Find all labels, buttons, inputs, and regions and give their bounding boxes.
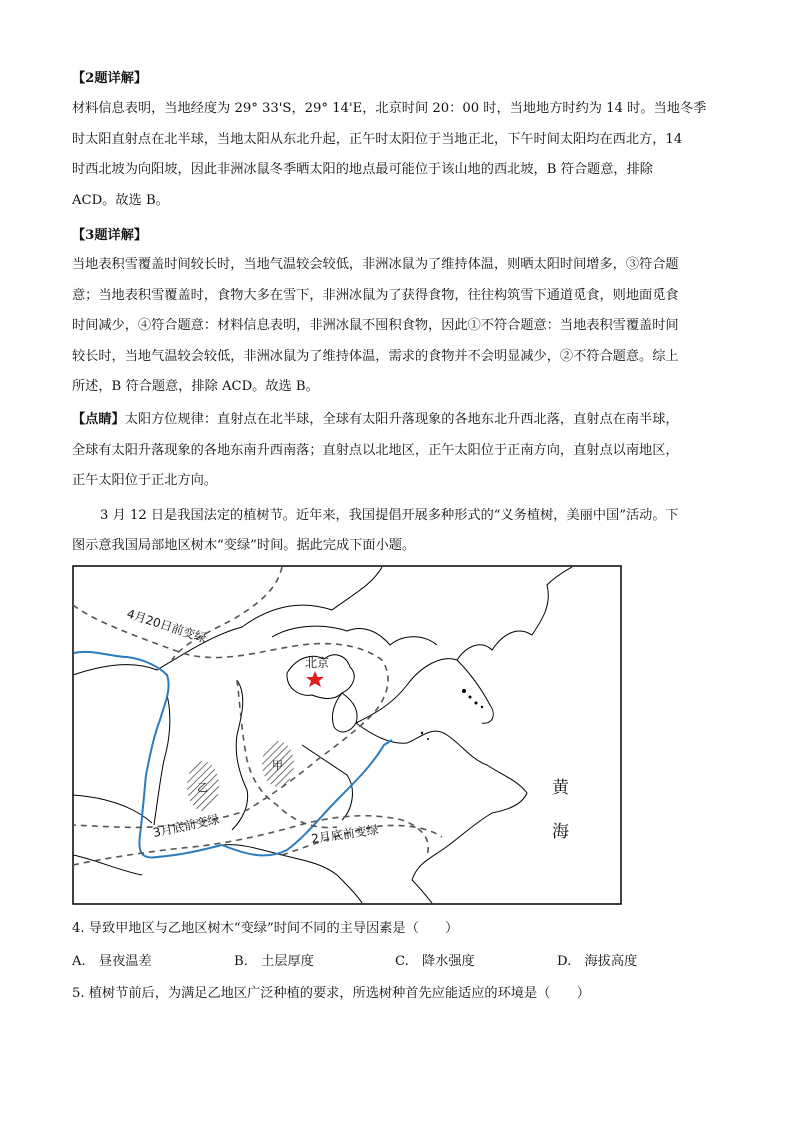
section2-heading: 【2题详解】	[72, 71, 148, 86]
tip-label: 【点睛】	[72, 412, 125, 427]
section3-heading: 【3题详解】	[72, 228, 148, 243]
label-feb: 2月底前变绿	[310, 822, 380, 846]
q4-option-a[interactable]: A. 昼夜温差	[72, 954, 152, 969]
q4-stem-row	[72, 914, 722, 945]
section2-line: 时西北坡为向阳坡，因此非洲冰鼠冬季晒太阳的地点最可能位于该山地的西北坡，B 符合题意，排除	[72, 162, 653, 177]
section2-line: 材料信息表明，当地经度为 29° 33'S，29° 14'E，北京时间 20：00 时，当地地方时约为 14 时。当地冬季	[72, 101, 707, 116]
tip-line: 太阳方位规律：直射点在北半球，全球有太阳升落现象的各地东北升西北落，直射点在南半球，	[124, 412, 679, 427]
label-mar: 3月底前变绿	[151, 812, 221, 840]
label-sea-2: 海	[552, 822, 569, 842]
section2-body	[72, 94, 722, 216]
greening-time-map	[72, 565, 622, 905]
label-beijing: 北京	[305, 656, 330, 670]
tip-line: 正午太阳位于正北方向。	[72, 473, 218, 488]
q4-stem: 4. 导致甲地区与乙地区树木“变绿”时间不同的主导因素是（ ）	[72, 921, 459, 936]
section2-line: ACD。故选 B。	[72, 192, 169, 208]
q4-option-b[interactable]: B. 土层厚度	[234, 954, 314, 969]
section3-line: 所述，B 符合题意，排除 ACD。故选 B。	[72, 379, 319, 394]
label-jia: 甲	[272, 759, 283, 772]
section3-line: 时间减少，④符合题意：材料信息表明，非洲冰鼠不囤积食物，因此①不符合题意：当地表积雪覆盖时间	[72, 318, 679, 333]
q5-stem-row	[72, 979, 722, 1010]
section3-body	[72, 250, 722, 403]
section2-line: 时太阳直射点在北半球，当地太阳从东北升起，正午时太阳位于当地正北，下午时间太阳均在西北方，14	[72, 131, 683, 147]
intro-body-2	[72, 531, 722, 562]
label-sea-1: 黄	[552, 778, 569, 798]
intro-line: 图示意我国局部地区树木“变绿”时间。据此完成下面小题。	[72, 538, 416, 553]
label-yi: 乙	[197, 781, 208, 794]
tip-body	[72, 405, 722, 497]
q4-option-c[interactable]: C. 降水强度	[395, 954, 475, 969]
section3-line: 当地表积雪覆盖时间较长时，当地气温较会较低，非洲冰鼠为了维持体温，则晒太阳时间增多，③符合题	[72, 257, 679, 272]
section3-line: 意；当地表积雪覆盖时，食物大多在雪下，非洲冰鼠为了获得食物，往往构筑雪下通道觅食，则地面觅食	[72, 287, 679, 303]
q5-stem: 5. 植树节前后，为满足乙地区广泛种植的要求，所选树种首先应能适应的环境是（ ）	[72, 986, 590, 1001]
q4-option-d[interactable]: D. 海拔高度	[557, 954, 638, 969]
intro-line: 3 月 12 日是我国法定的植树节。近年来，我国提倡开展多种形式的“义务植树，美丽中国”活动。下	[100, 508, 679, 523]
tip-line: 全球有太阳升落现象的各地东南升西南落；直射点以北地区，正午太阳位于正南方向，直射点以南地区，	[72, 442, 679, 458]
label-apr20: 4月20日前变绿	[125, 606, 209, 646]
intro-body	[100, 501, 730, 532]
section3-line: 较长时，当地气温较会较低，非洲冰鼠为了维持体温，需求的食物并不会明显减少，②不符合题意。综上	[72, 348, 679, 364]
